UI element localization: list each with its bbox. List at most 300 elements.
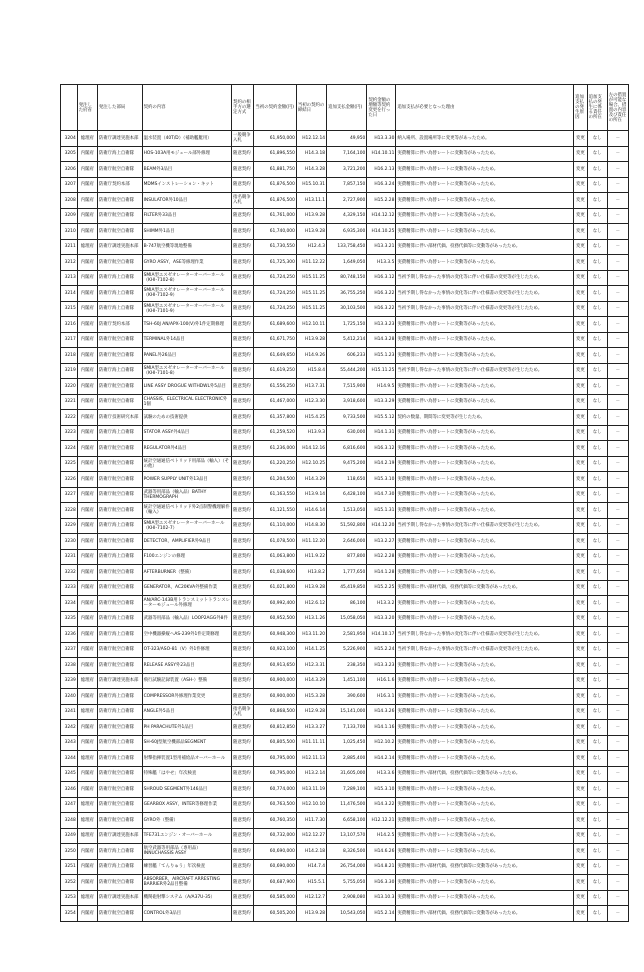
cell-row-number: 3245: [61, 766, 78, 782]
cell-reason: 実費精算に伴い為替レートに変動等があったため。: [396, 534, 574, 550]
header-cell-no: [61, 85, 78, 131]
cell-initial-date: H11.9.22: [296, 549, 326, 565]
table-row: [61, 906, 629, 922]
cell-reason: 実費精算に伴い部材代価、役務代価等に変動等があったため。: [396, 906, 574, 922]
cell-selection-method: 随意契約: [232, 611, 254, 627]
cell-department: 防衛庁調達実施本部: [97, 239, 142, 255]
cell-additional-amount: 1,451,100: [327, 673, 367, 689]
cell-responsibility: なし: [587, 177, 607, 193]
cell-responsibility: なし: [587, 208, 607, 224]
cell-measures: －: [607, 472, 628, 488]
cell-department: 防衛庁海上自衛隊: [97, 627, 142, 643]
cell-cause: 変更: [574, 286, 587, 302]
cell-additional-amount: 15,058,050: [327, 611, 367, 627]
cell-measures: －: [607, 208, 628, 224]
cell-row-number: 3222: [61, 410, 78, 426]
cell-initial-date: H15.3.28: [296, 689, 326, 705]
cell-change-date: H16.3.22: [367, 301, 396, 317]
cell-cause: 変更: [574, 239, 587, 255]
cell-selection-method: 指名競争入札: [232, 704, 254, 720]
cell-selection-method: 随意契約: [232, 735, 254, 751]
cell-change-date: H14.12.12: [367, 208, 396, 224]
table-row: [61, 286, 629, 302]
cell-department: 防衛庁海上自衛隊: [97, 611, 142, 627]
cell-change-date: H15.1.23: [367, 348, 396, 364]
cell-responsibility: なし: [587, 146, 607, 162]
cell-additional-amount: 45,419,850: [327, 580, 367, 596]
cell-measures: －: [607, 580, 628, 596]
cell-initial-amount: 61,357,800: [254, 410, 296, 426]
cell-measures: －: [607, 503, 628, 519]
cell-change-date: H15.11.25: [367, 363, 396, 379]
cell-additional-amount: 238,350: [327, 658, 367, 674]
cell-row-number: 3241: [61, 704, 78, 720]
cell-row-number: 3220: [61, 379, 78, 395]
cell-initial-amount: 60,760,350: [254, 813, 296, 829]
cell-change-date: H14.1.16: [367, 720, 396, 736]
cell-change-date: H14.1.31: [367, 425, 396, 441]
table-row: [61, 596, 629, 612]
cell-cause: 変更: [574, 642, 587, 658]
cell-measures: －: [607, 673, 628, 689]
table-row: [61, 332, 629, 348]
cell-selection-method: 随意契約: [232, 286, 254, 302]
cell-department: 防衛庁海上自衛隊: [97, 301, 142, 317]
cell-additional-amount: 1,513,050: [327, 503, 367, 519]
cell-row-number: 3204: [61, 131, 78, 147]
cell-initial-amount: 60,795,000: [254, 751, 296, 767]
cell-row-number: 3249: [61, 828, 78, 844]
cell-responsibility: なし: [587, 720, 607, 736]
cell-contract-content: TERMINAL外14品目: [142, 332, 231, 348]
cell-measures: －: [607, 301, 628, 317]
cell-additional-amount: 10,543,050: [327, 906, 367, 922]
cell-selection-method: 指名競争入札: [232, 193, 254, 209]
cell-cause: 変更: [574, 425, 587, 441]
cell-selection-method: 随意契約: [232, 673, 254, 689]
cell-additional-amount: 1,025,450: [327, 735, 367, 751]
cell-ministry: 内閣府: [77, 208, 97, 224]
cell-row-number: 3209: [61, 208, 78, 224]
cell-initial-amount: 60,992,400: [254, 596, 296, 612]
cell-responsibility: なし: [587, 797, 607, 813]
cell-initial-date: H14.3.28: [296, 162, 326, 178]
cell-selection-method: 随意契約: [232, 363, 254, 379]
cell-department: 防衛庁航空自衛隊: [97, 487, 142, 503]
header-cell-change-date: 契約金額の増額等契約変更を行った日: [367, 85, 396, 131]
cell-initial-date: H11.12.22: [296, 255, 326, 271]
cell-reason: 実費精算に伴い為替レートに変動等があったため。: [396, 208, 574, 224]
cell-measures: －: [607, 642, 628, 658]
cell-selection-method: 随意契約: [232, 394, 254, 410]
table-row: [61, 363, 629, 379]
cell-measures: －: [607, 627, 628, 643]
cell-initial-date: H12.9.28: [296, 704, 326, 720]
cell-contract-content: INSULATOR外10品目: [142, 193, 231, 209]
cell-initial-amount: 60,805,500: [254, 735, 296, 751]
cell-cause: 変更: [574, 379, 587, 395]
cell-contract-content: FILTER外33品目: [142, 208, 231, 224]
cell-measures: －: [607, 611, 628, 627]
cell-additional-amount: 4,329,150: [327, 208, 367, 224]
cell-reason: 実費精算に伴い為替レートに変動等があったため。: [396, 224, 574, 240]
cell-responsibility: なし: [587, 828, 607, 844]
cell-ministry: 内閣府: [77, 627, 97, 643]
table-row: [61, 642, 629, 658]
cell-additional-amount: 6,658,100: [327, 813, 367, 829]
cell-department: 防衛庁航空自衛隊: [97, 193, 142, 209]
cell-reason: 実費精算に伴い為替レートに変動等があったため。: [396, 177, 574, 193]
cell-reason: 実費精算に伴い為替レートに変動等があったため。: [396, 704, 574, 720]
cell-department: 防衛庁航空自衛隊: [97, 580, 142, 596]
cell-row-number: 3251: [61, 859, 78, 875]
cell-measures: －: [607, 766, 628, 782]
cell-initial-amount: 60,690,000: [254, 859, 296, 875]
cell-measures: －: [607, 348, 628, 364]
cell-cause: 変更: [574, 565, 587, 581]
cell-additional-amount: 6,428,100: [327, 487, 367, 503]
cell-initial-date: H15.11.25: [296, 286, 326, 302]
cell-selection-method: 随意契約: [232, 565, 254, 581]
cell-initial-amount: 61,204,500: [254, 472, 296, 488]
cell-contract-content: 武器等用部品（輸入品）LOOP2AGG外8件: [142, 611, 231, 627]
cell-responsibility: なし: [587, 627, 607, 643]
cell-responsibility: なし: [587, 596, 607, 612]
cell-row-number: 3221: [61, 394, 78, 410]
cell-contract-content: 射撃指揮装置1型用補給品オーバーホール: [142, 751, 231, 767]
cell-row-number: 3206: [61, 162, 78, 178]
cell-initial-date: H14.2.18: [296, 844, 326, 860]
cell-row-number: 3252: [61, 875, 78, 891]
cell-contract-content: DETECTOR，AMPLIFIER外9品目: [142, 534, 231, 550]
cell-change-date: H12.10.2: [367, 735, 396, 751]
cell-reason: 当初予期し得なかった事情の変化等に伴い仕様書の変更等が生じたため。: [396, 518, 574, 534]
cell-cause: 変更: [574, 534, 587, 550]
cell-ministry: 内閣府: [77, 363, 97, 379]
cell-additional-amount: 5,226,900: [327, 642, 367, 658]
cell-contract-content: STATOR ASSY外4品目: [142, 425, 231, 441]
cell-responsibility: なし: [587, 239, 607, 255]
cell-cause: 変更: [574, 859, 587, 875]
header-cell-cause: 追加支払の発生原因: [574, 85, 587, 131]
cell-contract-content: BEAM外3品目: [142, 162, 231, 178]
cell-measures: －: [607, 875, 628, 891]
cell-additional-amount: 1,649,050: [327, 255, 367, 271]
table-row: [61, 193, 629, 209]
cell-contract-content: AFTERBURNER（整備）: [142, 565, 231, 581]
cell-initial-amount: 61,896,550: [254, 146, 296, 162]
table-row: [61, 239, 629, 255]
cell-department: 防衛庁航空自衛隊: [97, 813, 142, 829]
cell-reason: 実費精算に伴い為替レートに変動等があったため。: [396, 441, 574, 457]
cell-department: 防衛庁航空自衛隊: [97, 456, 142, 472]
table-row: [61, 766, 629, 782]
cell-measures: －: [607, 425, 628, 441]
cell-selection-method: 随意契約: [232, 487, 254, 503]
cell-additional-amount: 9,475,200: [327, 456, 367, 472]
cell-cause: 変更: [574, 704, 587, 720]
cell-ministry: 内閣府: [77, 193, 97, 209]
cell-responsibility: なし: [587, 317, 607, 333]
cell-department: 防衛庁海上自衛隊: [97, 425, 142, 441]
cell-responsibility: なし: [587, 487, 607, 503]
cell-change-date: H13.3.30: [367, 131, 396, 147]
cell-change-date: H15.1.31: [367, 503, 396, 519]
cell-additional-amount: 3,918,600: [327, 394, 367, 410]
cell-reason: 実費精算に伴い為替レートに変動等があったため。: [396, 379, 574, 395]
cell-additional-amount: 3,721,200: [327, 162, 367, 178]
table-row: [61, 673, 629, 689]
cell-cause: 変更: [574, 797, 587, 813]
cell-initial-amount: 61,671,750: [254, 332, 296, 348]
cell-change-date: H15.2.14: [367, 906, 396, 922]
cell-change-date: H14.10.17: [367, 627, 396, 643]
table-row: [61, 859, 629, 875]
cell-ministry: 内閣府: [77, 565, 97, 581]
cell-change-date: H14.7.30: [367, 487, 396, 503]
cell-change-date: H16.3.22: [367, 286, 396, 302]
cell-department: 防衛庁海上自衛隊: [97, 286, 142, 302]
cell-cause: 変更: [574, 813, 587, 829]
cell-contract-content: 機関砲射撃システム（A/A37U-35）: [142, 890, 231, 906]
cell-ministry: 内閣府: [77, 487, 97, 503]
cell-selection-method: 随意契約: [232, 301, 254, 317]
cell-selection-method: 随意契約: [232, 224, 254, 240]
cell-change-date: H13.3.5: [367, 255, 396, 271]
cell-change-date: H12.2.28: [367, 549, 396, 565]
cell-measures: －: [607, 146, 628, 162]
cell-reason: 実費精算に伴い為替レートに変動等があったため。: [396, 689, 574, 705]
cell-initial-amount: 60,900,000: [254, 689, 296, 705]
cell-responsibility: なし: [587, 859, 607, 875]
cell-additional-amount: 86,100: [327, 596, 367, 612]
table-row: [61, 875, 629, 891]
cell-row-number: 3205: [61, 146, 78, 162]
cell-additional-amount: 11,476,500: [327, 797, 367, 813]
cell-reason: 当初予期し得なかった事情の変化等に伴い仕様書の変更等が生じたため。: [396, 363, 574, 379]
cell-department: 防衛庁海上自衛隊: [97, 704, 142, 720]
cell-additional-amount: 80,748,150: [327, 270, 367, 286]
cell-cause: 変更: [574, 844, 587, 860]
cell-department: 防衛庁航空自衛隊: [97, 441, 142, 457]
cell-change-date: H14.10.25: [367, 224, 396, 240]
cell-initial-date: H13.9.28: [296, 906, 326, 922]
cell-responsibility: なし: [587, 844, 607, 860]
cell-additional-amount: 7,133,700: [327, 720, 367, 736]
cell-selection-method: 随意契約: [232, 348, 254, 364]
cell-change-date: H13.3.2: [367, 596, 396, 612]
cell-contract-content: SMIA型エスゼオレーターオーバーホール（KHI-7101-9）: [142, 301, 231, 317]
cell-initial-amount: 61,950,000: [254, 131, 296, 147]
cell-measures: －: [607, 317, 628, 333]
table-row: [61, 518, 629, 534]
cell-cause: 変更: [574, 363, 587, 379]
cell-responsibility: なし: [587, 270, 607, 286]
cell-contract-content: ANGLE外5品目: [142, 704, 231, 720]
cell-initial-amount: 60,690,000: [254, 844, 296, 860]
cell-initial-amount: 61,724,250: [254, 286, 296, 302]
cell-contract-content: SHROUD SEGMENT外146品目: [142, 782, 231, 798]
cell-initial-amount: 61,038,600: [254, 565, 296, 581]
cell-department: 防衛庁海上自衛隊: [97, 549, 142, 565]
cell-change-date: H16.3.1: [367, 689, 396, 705]
cell-row-number: 3254: [61, 906, 78, 922]
cell-selection-method: 随意契約: [232, 828, 254, 844]
header-cell-department: 発注した部局: [97, 85, 142, 131]
cell-row-number: 3237: [61, 642, 78, 658]
cell-ministry: 内閣府: [77, 735, 97, 751]
cell-initial-amount: 60,585,000: [254, 890, 296, 906]
cell-initial-date: H14.8.30: [296, 518, 326, 534]
cell-initial-date: H13.1.26: [296, 611, 326, 627]
table-body: [61, 131, 629, 922]
cell-row-number: 3246: [61, 782, 78, 798]
cell-additional-amount: 2,581,950: [327, 627, 367, 643]
cell-initial-amount: 61,121,550: [254, 503, 296, 519]
cell-row-number: 3208: [61, 193, 78, 209]
cell-department: 防衛庁航空自衛隊: [97, 472, 142, 488]
cell-additional-amount: 630,000: [327, 425, 367, 441]
cell-selection-method: 随意契約: [232, 782, 254, 798]
cell-reason: 当初予期し得なかった事情の変化等に伴い仕様書の変更等が生じたため。: [396, 642, 574, 658]
cell-reason: 納入場所、設置場所等に変更等があったため。: [396, 131, 574, 147]
cell-responsibility: なし: [587, 131, 607, 147]
cell-responsibility: なし: [587, 441, 607, 457]
cell-reason: 実費精算に伴い為替レートに変動等があったため。: [396, 720, 574, 736]
cell-department: 防衛庁海上自衛隊: [97, 859, 142, 875]
cell-contract-content: RELEASE ASSY外23品目: [142, 658, 231, 674]
cell-ministry: 内閣府: [77, 503, 97, 519]
cell-measures: －: [607, 534, 628, 550]
cell-selection-method: 随意契約: [232, 239, 254, 255]
cell-additional-amount: 5,755,050: [327, 875, 367, 891]
cell-ministry: 内閣府: [77, 534, 97, 550]
cell-initial-amount: 61,220,250: [254, 456, 296, 472]
cell-measures: －: [607, 906, 628, 922]
cell-cause: 変更: [574, 875, 587, 891]
cell-responsibility: なし: [587, 425, 607, 441]
cell-reason: 実費精算に伴い為替レートに変動等があったため。: [396, 456, 574, 472]
cell-additional-amount: 15,141,000: [327, 704, 367, 720]
cell-row-number: 3223: [61, 425, 78, 441]
cell-responsibility: なし: [587, 890, 607, 906]
cell-initial-date: H12.12.7: [296, 890, 326, 906]
cell-department: 防衛庁航空自衛隊: [97, 565, 142, 581]
cell-contract-content: CHASSIS，ELECTRICAL ELECTRONIC外1個: [142, 394, 231, 410]
cell-change-date: H16.3.24: [367, 177, 396, 193]
cell-initial-amount: 61,021,800: [254, 580, 296, 596]
cell-department: 防衛庁航空自衛隊: [97, 208, 142, 224]
cell-contract-content: F100エンジンの修理: [142, 549, 231, 565]
cell-responsibility: なし: [587, 193, 607, 209]
cell-ministry: 内閣府: [77, 689, 97, 705]
table-row: [61, 720, 629, 736]
cell-measures: －: [607, 751, 628, 767]
cell-contract-content: COMPRESSOR外修理作業変更: [142, 689, 231, 705]
cell-measures: －: [607, 890, 628, 906]
cell-change-date: H14.3.28: [367, 332, 396, 348]
cell-measures: －: [607, 565, 628, 581]
cell-cause: 変更: [574, 301, 587, 317]
cell-initial-date: H13.9.3: [296, 425, 326, 441]
cell-ministry: 内閣府: [77, 580, 97, 596]
cell-selection-method: 随意契約: [232, 503, 254, 519]
cell-cause: 変更: [574, 580, 587, 596]
cell-additional-amount: 5,412,214: [327, 332, 367, 348]
cell-initial-date: H12.10.25: [296, 456, 326, 472]
cell-department: 防衛庁航空自衛隊: [97, 503, 142, 519]
cell-responsibility: なし: [587, 673, 607, 689]
cell-row-number: 3219: [61, 363, 78, 379]
cell-initial-amount: 61,876,500: [254, 177, 296, 193]
table-row: [61, 689, 629, 705]
table-row: [61, 704, 629, 720]
cell-row-number: 3226: [61, 472, 78, 488]
cell-initial-amount: 61,761,000: [254, 208, 296, 224]
cell-ministry: 内閣府: [77, 859, 97, 875]
cell-initial-amount: 60,923,100: [254, 642, 296, 658]
cell-reason: 当初予期し得なかった事情の変化等に伴い仕様書の変更等が生じたため。: [396, 270, 574, 286]
cell-department: 防衛庁航空自衛隊: [97, 162, 142, 178]
cell-row-number: 3218: [61, 348, 78, 364]
cell-ministry: 総理府: [77, 673, 97, 689]
cell-initial-amount: 61,259,520: [254, 425, 296, 441]
cell-measures: －: [607, 782, 628, 798]
cell-responsibility: なし: [587, 580, 607, 596]
cell-initial-date: H15.8.4: [296, 363, 326, 379]
cell-initial-amount: 61,619,250: [254, 363, 296, 379]
cell-change-date: H15.3.10: [367, 472, 396, 488]
cell-cause: 変更: [574, 627, 587, 643]
cell-measures: －: [607, 286, 628, 302]
cell-ministry: 内閣府: [77, 875, 97, 891]
cell-selection-method: 随意契約: [232, 146, 254, 162]
cell-reason: 実費精算に伴い為替レートに変動等があったため。: [396, 317, 574, 333]
cell-ministry: 内閣府: [77, 472, 97, 488]
cell-additional-amount: 8,326,500: [327, 844, 367, 860]
cell-change-date: H15.2.25: [367, 580, 396, 596]
header-cell-responsibility: 追加支払の発生に係る責任の所在: [587, 85, 607, 131]
table-row: [61, 425, 629, 441]
cell-initial-date: H14.3.29: [296, 472, 326, 488]
cell-initial-date: H12.12.27: [296, 828, 326, 844]
header-cell-ministry: 発注した府省: [77, 85, 97, 131]
cell-selection-method: 随意契約: [232, 642, 254, 658]
table-row: [61, 472, 629, 488]
cell-measures: －: [607, 487, 628, 503]
cell-ministry: 内閣府: [77, 146, 97, 162]
cell-selection-method: 随意契約: [232, 379, 254, 395]
table-row: [61, 456, 629, 472]
cell-ministry: 内閣府: [77, 255, 97, 271]
cell-initial-amount: 60,687,900: [254, 875, 296, 891]
cell-change-date: H14.2.14: [367, 751, 396, 767]
table-row: [61, 751, 629, 767]
cell-cause: 変更: [574, 503, 587, 519]
header-cell-reason: 追加支払が必要となった理由: [396, 85, 574, 131]
cell-responsibility: なし: [587, 410, 607, 426]
table-row: [61, 534, 629, 550]
cell-selection-method: 随意契約: [232, 890, 254, 906]
cell-initial-amount: 60,900,000: [254, 673, 296, 689]
cell-ministry: 内閣府: [77, 410, 97, 426]
cell-reason: 実費精算に伴い為替レートに変動等があったため。: [396, 735, 574, 751]
cell-measures: －: [607, 177, 628, 193]
cell-measures: －: [607, 394, 628, 410]
cell-contract-content: GYRO ASSY，ASE等修理作業: [142, 255, 231, 271]
cell-measures: －: [607, 379, 628, 395]
cell-cause: 変更: [574, 208, 587, 224]
